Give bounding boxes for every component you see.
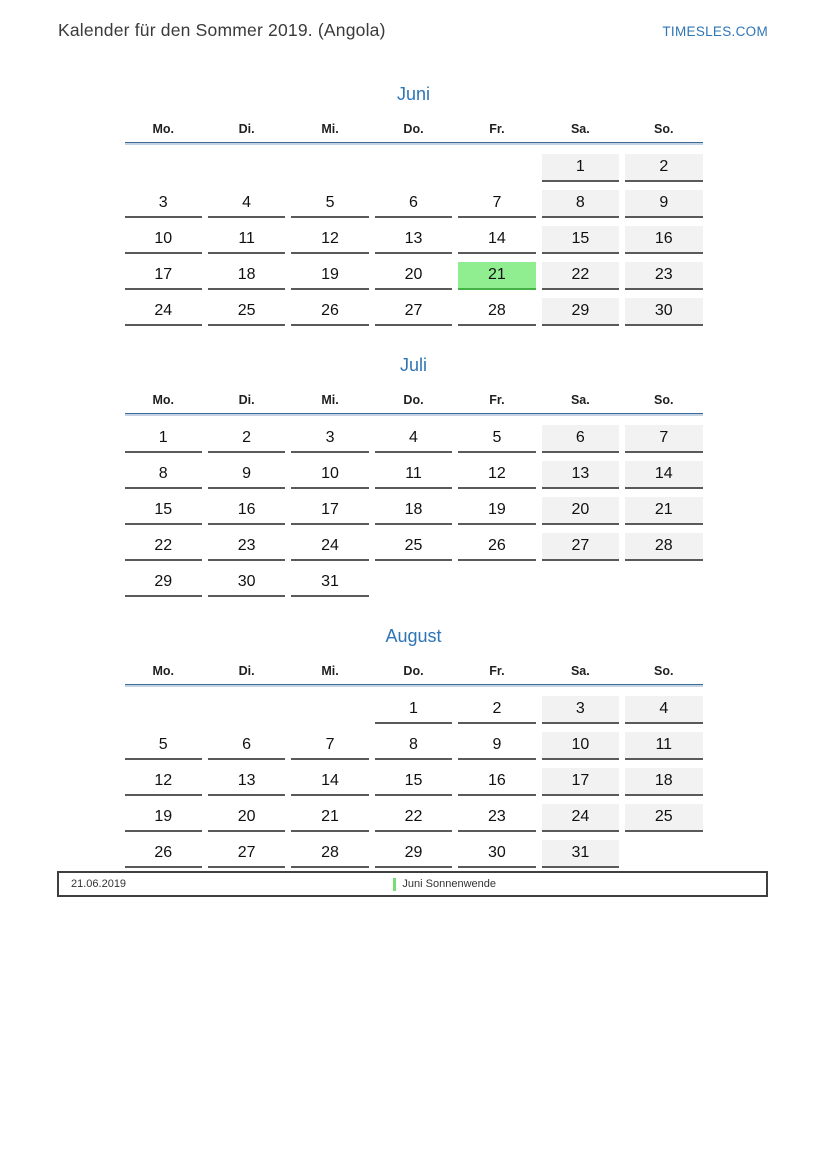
- header-separator-line: [125, 684, 703, 687]
- weekday-label: Di.: [238, 393, 255, 407]
- day-cell: 22: [375, 804, 452, 832]
- weekday-header-row: [125, 393, 703, 407]
- day-cell: 14: [625, 461, 702, 489]
- day-cell: 1: [125, 425, 202, 453]
- day-cell: 16: [458, 768, 535, 796]
- day-cell: 24: [291, 533, 368, 561]
- month-title: Juni: [396, 84, 431, 104]
- weekday-label: Fr.: [489, 393, 505, 407]
- day-cell: 3: [542, 696, 619, 724]
- day-cell: 12: [125, 768, 202, 796]
- day-cell: 11: [375, 461, 452, 489]
- empty-cell: [458, 569, 535, 597]
- day-cell: 18: [375, 497, 452, 525]
- day-cell: 8: [125, 461, 202, 489]
- day-cell: 1: [542, 154, 619, 182]
- empty-cell: [125, 154, 202, 182]
- legend-date: 21.06.2019: [71, 878, 127, 890]
- day-cell: 23: [208, 533, 285, 561]
- month-section: [125, 84, 703, 326]
- day-cell: 13: [542, 461, 619, 489]
- day-cell: 25: [208, 298, 285, 326]
- site-link[interactable]: TIMESLES.COM: [662, 24, 768, 39]
- months: [125, 84, 703, 868]
- weekday-label: Mi.: [321, 393, 339, 407]
- day-cell: 27: [542, 533, 619, 561]
- legend-label: Juni Sonnenwende: [402, 878, 496, 890]
- day-cell: 26: [291, 298, 368, 326]
- day-cell: 5: [458, 425, 535, 453]
- weekday-label: So.: [654, 122, 674, 136]
- page-title: Kalender für den Sommer 2019. (Angola): [58, 20, 386, 40]
- weekday-label: Mo.: [152, 122, 174, 136]
- empty-cell: [208, 696, 285, 724]
- day-cell: 6: [208, 732, 285, 760]
- month-grid: [125, 154, 703, 326]
- weekday-label: Mi.: [321, 664, 339, 678]
- day-cell: 5: [291, 190, 368, 218]
- day-cell: 3: [125, 190, 202, 218]
- empty-cell: [375, 154, 452, 182]
- empty-cell: [542, 569, 619, 597]
- day-cell: 20: [208, 804, 285, 832]
- day-cell: 31: [291, 569, 368, 597]
- day-cell: 4: [375, 425, 452, 453]
- header-separator-line: [125, 142, 703, 145]
- day-cell: 20: [542, 497, 619, 525]
- empty-cell: [208, 154, 285, 182]
- day-cell: 19: [291, 262, 368, 290]
- day-cell: 26: [458, 533, 535, 561]
- day-cell: 1: [375, 696, 452, 724]
- day-cell: 28: [458, 298, 535, 326]
- weekday-label: Do.: [403, 664, 424, 678]
- day-cell: 30: [208, 569, 285, 597]
- day-cell: 12: [291, 226, 368, 254]
- empty-cell: [375, 569, 452, 597]
- weekday-label: Mi.: [321, 122, 339, 136]
- empty-cell: [125, 696, 202, 724]
- weekday-label: Mo.: [152, 393, 174, 407]
- month-grid: [125, 696, 703, 868]
- day-cell: 28: [625, 533, 702, 561]
- day-cell: 14: [458, 226, 535, 254]
- day-cell: 16: [208, 497, 285, 525]
- day-cell: 28: [291, 840, 368, 868]
- day-cell: 8: [542, 190, 619, 218]
- day-cell: 5: [125, 732, 202, 760]
- day-cell: 17: [125, 262, 202, 290]
- page-header: [0, 0, 827, 54]
- day-cell: 4: [625, 696, 702, 724]
- empty-cell: [291, 696, 368, 724]
- day-cell: 13: [208, 768, 285, 796]
- weekday-label: Di.: [238, 122, 255, 136]
- day-cell: 15: [542, 226, 619, 254]
- day-cell: 24: [542, 804, 619, 832]
- weekday-label: Mo.: [152, 664, 174, 678]
- day-cell: 6: [375, 190, 452, 218]
- day-cell: 25: [375, 533, 452, 561]
- day-cell: 26: [125, 840, 202, 868]
- weekday-label: Sa.: [570, 664, 590, 678]
- day-cell: 7: [625, 425, 702, 453]
- month-section: [125, 355, 703, 597]
- day-cell: 31: [542, 840, 619, 868]
- day-cell: 7: [291, 732, 368, 760]
- day-cell: 18: [208, 262, 285, 290]
- day-cell: 20: [375, 262, 452, 290]
- day-cell: 10: [125, 226, 202, 254]
- month-section: [125, 626, 703, 868]
- header-separator-line: [125, 413, 703, 416]
- weekday-label: So.: [654, 664, 674, 678]
- day-cell: 29: [375, 840, 452, 868]
- empty-cell: [625, 840, 702, 868]
- day-cell: 13: [375, 226, 452, 254]
- day-cell: 10: [291, 461, 368, 489]
- day-cell: 4: [208, 190, 285, 218]
- day-cell: 21: [291, 804, 368, 832]
- weekday-header-row: [125, 664, 703, 678]
- empty-cell: [458, 154, 535, 182]
- day-cell: 8: [375, 732, 452, 760]
- day-cell: 14: [291, 768, 368, 796]
- day-cell: 9: [625, 190, 702, 218]
- weekday-label: Sa.: [570, 393, 590, 407]
- legend-event: [393, 878, 496, 891]
- day-cell: 23: [625, 262, 702, 290]
- day-cell: 29: [542, 298, 619, 326]
- day-cell: 6: [542, 425, 619, 453]
- day-cell: 7: [458, 190, 535, 218]
- weekday-label: Fr.: [489, 664, 505, 678]
- day-cell: 27: [208, 840, 285, 868]
- day-cell: 3: [291, 425, 368, 453]
- weekday-label: Fr.: [489, 122, 505, 136]
- day-cell: 24: [125, 298, 202, 326]
- day-cell: 23: [458, 804, 535, 832]
- weekday-label: Sa.: [570, 122, 590, 136]
- weekday-label: Do.: [403, 122, 424, 136]
- day-cell: 30: [458, 840, 535, 868]
- weekday-label: Di.: [238, 664, 255, 678]
- day-cell: 18: [625, 768, 702, 796]
- day-cell: 2: [625, 154, 702, 182]
- weekday-label: So.: [654, 393, 674, 407]
- month-title: Juli: [399, 355, 427, 375]
- empty-cell: [625, 569, 702, 597]
- day-cell: 12: [458, 461, 535, 489]
- day-cell: 2: [208, 425, 285, 453]
- day-cell: 19: [125, 804, 202, 832]
- day-cell: 22: [125, 533, 202, 561]
- day-cell: 10: [542, 732, 619, 760]
- day-cell: 19: [458, 497, 535, 525]
- day-cell: 15: [375, 768, 452, 796]
- day-cell: 22: [542, 262, 619, 290]
- legend-box: [57, 871, 768, 897]
- month-title: August: [385, 626, 442, 646]
- weekday-label: Do.: [403, 393, 424, 407]
- day-cell: 29: [125, 569, 202, 597]
- solstice-marker-icon: [393, 878, 396, 891]
- day-cell: 15: [125, 497, 202, 525]
- day-cell: 9: [458, 732, 535, 760]
- day-cell: 21: [458, 262, 535, 290]
- day-cell: 11: [208, 226, 285, 254]
- month-grid: [125, 425, 703, 597]
- weekday-header-row: [125, 122, 703, 136]
- day-cell: 11: [625, 732, 702, 760]
- day-cell: 27: [375, 298, 452, 326]
- day-cell: 25: [625, 804, 702, 832]
- day-cell: 16: [625, 226, 702, 254]
- day-cell: 21: [625, 497, 702, 525]
- day-cell: 17: [291, 497, 368, 525]
- day-cell: 17: [542, 768, 619, 796]
- day-cell: 30: [625, 298, 702, 326]
- empty-cell: [291, 154, 368, 182]
- day-cell: 2: [458, 696, 535, 724]
- day-cell: 9: [208, 461, 285, 489]
